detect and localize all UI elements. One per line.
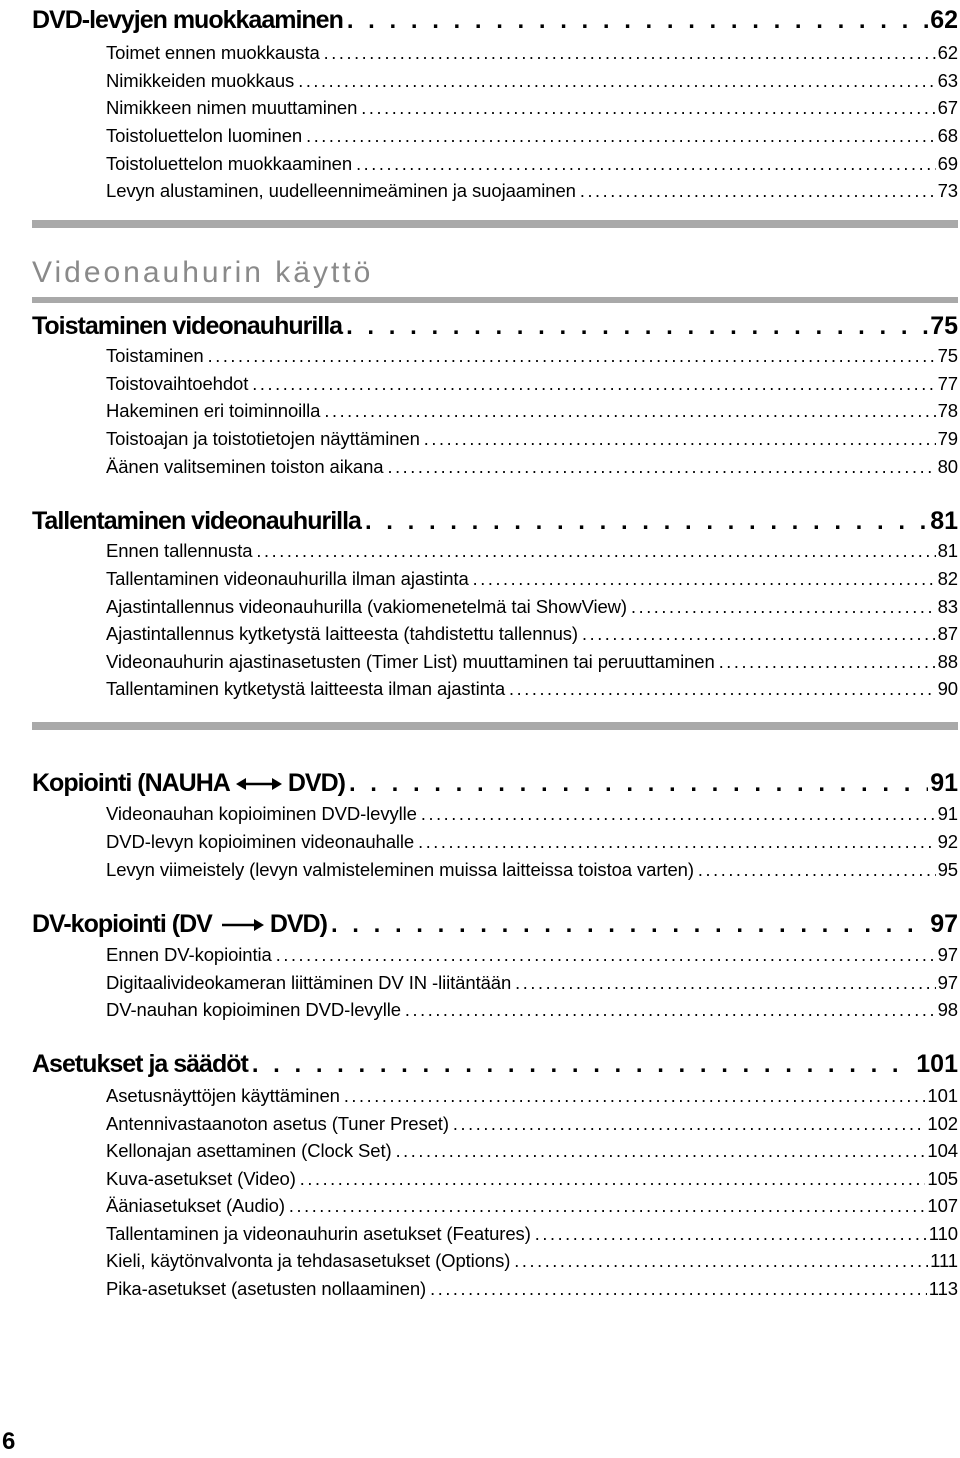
entry-page-number: 113 [928,1278,958,1299]
entry-label: Levyn alustaminen, uudelleennimeäminen ja suojaaminen [106,180,576,201]
leader-dots [306,126,936,147]
leader-dots [418,832,936,853]
entry-page-number: 105 [927,1168,958,1189]
toc-entry[interactable] [106,180,958,208]
heading-label-left: Kopiointi (NAUHA [32,769,230,797]
toc-entry[interactable] [106,651,958,679]
heading-label-left: DV-kopiointi (DV [32,910,212,938]
leader-dots [453,1114,926,1135]
toc-entry[interactable] [106,623,958,651]
entry-label: DV-nauhan kopioiminen DVD-levylle [106,999,401,1020]
leader-dots [252,1051,914,1079]
toc-heading-vcr-recording[interactable] [32,507,958,541]
leader-dots [719,652,936,673]
toc-entry[interactable] [106,1250,958,1278]
leader-dots [421,804,936,825]
entry-label: Kieli, käytönvalvonta ja tehdasasetukset (Options) [106,1250,511,1271]
leader-dots [424,429,936,450]
entry-page-number: 69 [937,153,958,174]
toc-entry[interactable] [106,345,958,373]
entry-page-number: 67 [937,97,958,118]
heading-page-number: 75 [930,312,958,340]
toc-heading-dvd-editing[interactable] [32,6,958,40]
entry-label: Digitaalivideokameran liittäminen DV IN -liitäntään [106,972,512,993]
leader-dots [509,679,936,700]
leader-dots [580,181,936,202]
entry-page-number: 102 [927,1113,958,1134]
toc-entry[interactable] [106,456,958,484]
heading-label: Tallentaminen videonauhurilla [32,507,361,535]
leader-dots [256,541,935,562]
toc-entry[interactable] [106,944,958,972]
entry-page-number: 97 [937,972,958,993]
entry-label: Pika-asetukset (asetusten nollaaminen) [106,1278,427,1299]
entry-label: Ennen DV-kopiointia [106,944,272,965]
leader-dots [631,597,936,618]
leader-dots [582,624,936,645]
entry-label: Ennen tallennusta [106,540,253,561]
leader-dots [515,973,935,994]
leader-dots [289,1196,926,1217]
toc-entry[interactable] [106,540,958,568]
heading-page-number: 97 [930,910,958,938]
leader-dots [276,945,936,966]
entry-label: Toistoajan ja toistotietojen näyttäminen [106,428,420,449]
heading-label: Asetukset ja säädöt [32,1050,248,1078]
toc-entry[interactable] [106,42,958,70]
entry-page-number: 77 [937,373,958,394]
entry-label: Ääniasetukset (Audio) [106,1195,285,1216]
entry-page-number: 79 [937,428,958,449]
toc-entry[interactable] [106,596,958,624]
entry-page-number: 101 [927,1085,958,1106]
leader-dots [387,457,935,478]
entry-label: Hakeminen eri toiminnoilla [106,400,321,421]
leader-dots [331,911,928,939]
leader-dots [356,154,936,175]
right-arrow-icon [218,918,264,932]
heading-page-number: 91 [930,769,958,797]
entry-page-number: 87 [937,623,958,644]
leader-dots [346,313,928,341]
entry-page-number: 92 [937,831,958,852]
part-divider-top [32,220,958,228]
leader-dots [347,7,928,35]
entry-page-number: 73 [937,180,958,201]
toc-entry[interactable] [106,1278,958,1306]
toc-heading-copy-tape-dvd[interactable] [32,769,958,803]
toc-entry[interactable] [106,678,958,706]
heading-label: DVD-levyjen muokkaaminen [32,6,343,34]
toc-entry[interactable] [106,153,958,181]
leader-dots [252,374,935,395]
heading-page-number: 81 [930,507,958,535]
part-title: Videonauhurin käyttö [32,256,374,289]
entry-label: Toimet ennen muokkausta [106,42,320,63]
leader-dots [361,98,935,119]
entry-label: Toistovaihtoehdot [106,373,249,394]
toc-entry[interactable] [106,1223,958,1251]
entry-label: Ajastintallennus videonauhurilla (vakiomenetelmä tai ShowView) [106,596,627,617]
entry-page-number: 90 [937,678,958,699]
entry-page-number: 82 [937,568,958,589]
toc-entry[interactable] [106,972,958,1000]
entry-page-number: 111 [930,1250,958,1271]
entry-label: Nimikkeiden muokkaus [106,70,295,91]
heading-page-number: 101 [916,1050,958,1078]
entry-page-number: 88 [937,651,958,672]
entry-label: Antennivastaanoton asetus (Tuner Preset) [106,1113,449,1134]
entry-label: Videonauhurin ajastinasetusten (Timer List) muuttaminen tai peruuttaminen [106,651,715,672]
toc-entry[interactable] [106,1113,958,1141]
part-divider [32,722,958,730]
entry-label: Ajastintallennus kytketystä laitteesta (tahdistettu tallennus) [106,623,578,644]
leader-dots [698,860,936,881]
part-divider-bottom [32,297,958,303]
leader-dots [430,1279,927,1300]
entry-label: Tallentaminen videonauhurilla ilman ajastinta [106,568,469,589]
entry-page-number: 110 [928,1223,958,1244]
toc-heading-settings[interactable] [32,1050,958,1084]
entry-page-number: 81 [937,540,958,561]
heading-label-right: DVD) [269,910,327,938]
toc-entry[interactable] [106,803,958,831]
entry-label: Tallentaminen kytketystä laitteesta ilman ajastinta [106,678,506,699]
entry-label: Tallentaminen ja videonauhurin asetukset (Features) [106,1223,531,1244]
entry-page-number: 83 [937,596,958,617]
toc-heading-dv-copy[interactable] [32,910,958,944]
toc-entry[interactable] [106,859,958,887]
entry-page-number: 75 [937,345,958,366]
heading-label [32,910,327,939]
toc-entry[interactable] [106,125,958,153]
page-number: 6 [2,1428,16,1455]
entry-label: Videonauhan kopioiminen DVD-levylle [106,803,417,824]
leader-dots [298,71,935,92]
entry-page-number: 104 [927,1140,958,1161]
toc-entry[interactable] [106,568,958,596]
entry-label: Kuva-asetukset (Video) [106,1168,296,1189]
toc-entry[interactable] [106,70,958,98]
entry-label: Nimikkeen nimen muuttaminen [106,97,358,118]
leader-dots [324,401,935,422]
toc-entry[interactable] [106,1168,958,1196]
leader-dots [208,346,936,367]
entry-page-number: 97 [937,944,958,965]
entry-page-number: 95 [937,859,958,880]
entry-label: Toistaminen [106,345,204,366]
toc-entry[interactable] [106,428,958,456]
leader-dots [396,1141,926,1162]
entry-page-number: 91 [937,803,958,824]
toc-entry[interactable] [106,400,958,428]
toc-entry[interactable] [106,1085,958,1113]
heading-page-number: 62 [930,6,958,34]
toc-entry[interactable] [106,1195,958,1223]
heading-label-right: DVD) [287,769,345,797]
entry-label: Toistoluettelon luominen [106,125,303,146]
entry-label: DVD-levyn kopioiminen videonauhalle [106,831,415,852]
entry-page-number: 68 [937,125,958,146]
leader-dots [324,43,936,64]
entry-page-number: 107 [927,1195,958,1216]
leader-dots [349,770,928,798]
entry-page-number: 63 [937,70,958,91]
leader-dots [405,1000,936,1021]
entry-label: Äänen valitseminen toiston aikana [106,456,384,477]
leader-dots [365,508,928,536]
entry-label: Levyn viimeistely (levyn valmisteleminen muissa laitteissa toistoa varten) [106,859,694,880]
entry-page-number: 80 [937,456,958,477]
entry-label: Kellonajan asettaminen (Clock Set) [106,1140,392,1161]
entry-page-number: 62 [937,42,958,63]
toc-entry[interactable] [106,999,958,1027]
entry-page-number: 78 [937,400,958,421]
toc-entry[interactable] [106,373,958,401]
leader-dots [300,1169,926,1190]
leader-dots [473,569,936,590]
leader-dots [535,1224,927,1245]
toc-entry[interactable] [106,831,958,859]
double-arrow-icon [236,777,282,791]
entry-page-number: 98 [937,999,958,1020]
leader-dots [514,1251,928,1272]
toc-heading-vcr-playback[interactable] [32,312,958,346]
toc-entry[interactable] [106,1140,958,1168]
heading-label: Toistaminen videonauhurilla [32,312,343,340]
entry-label: Toistoluettelon muokkaaminen [106,153,353,174]
toc-entry[interactable] [106,97,958,125]
heading-label [32,769,345,798]
entry-label: Asetusnäyttöjen käyttäminen [106,1085,340,1106]
leader-dots [344,1086,926,1107]
